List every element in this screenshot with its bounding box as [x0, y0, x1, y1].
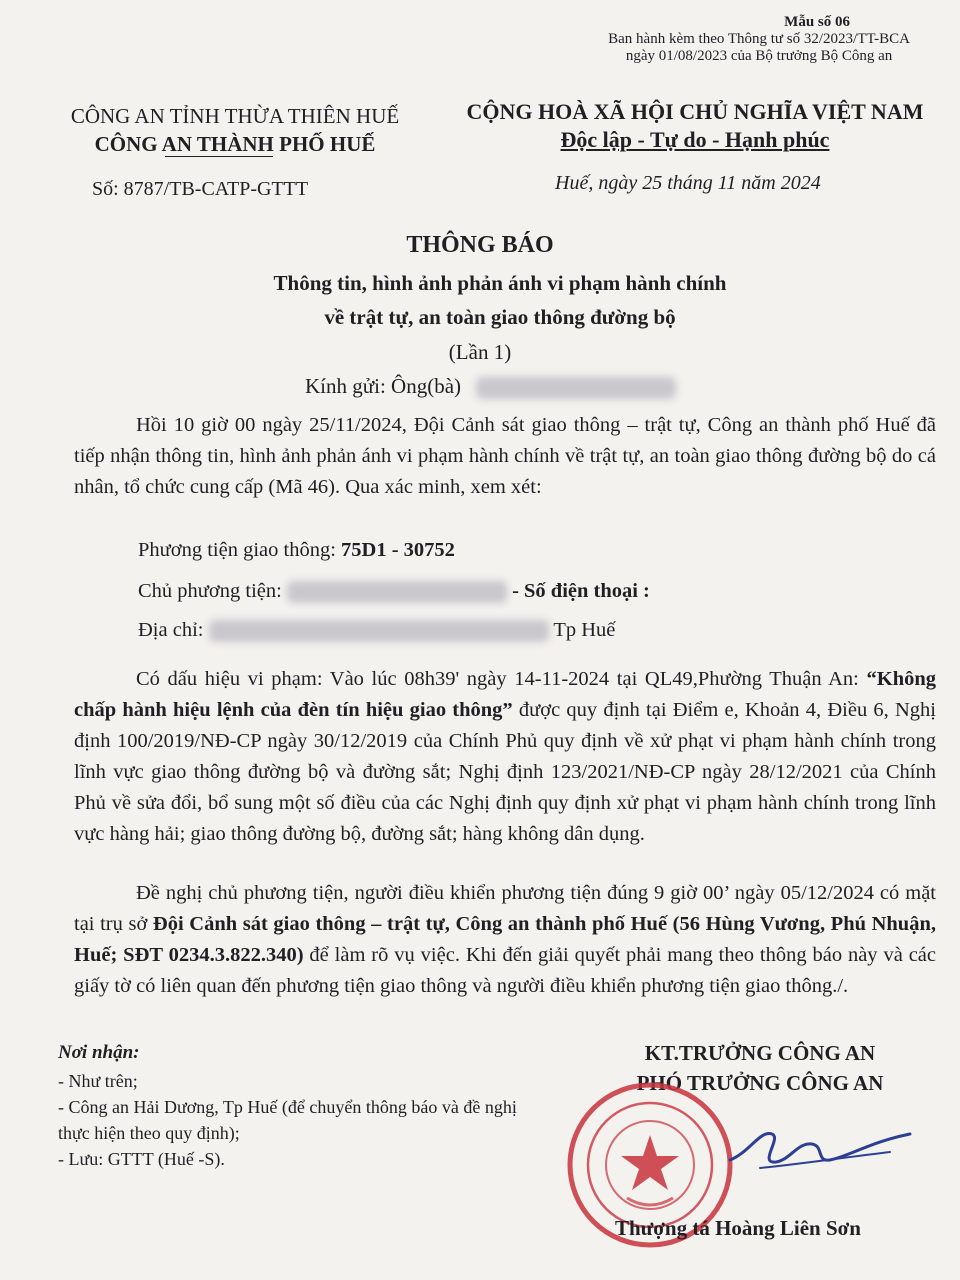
reference-number: Số: 8787/TB-CATP-GTTT	[92, 178, 309, 200]
address-label: Địa chỉ:	[138, 619, 209, 641]
redacted-address	[209, 620, 549, 642]
form-issued-line1: Ban hành kèm theo Thông tư số 32/2023/TT-BCA	[608, 31, 910, 47]
request-paragraph	[74, 878, 936, 1002]
owner-label: Chủ phương tiện:	[138, 580, 287, 602]
agency-underline	[165, 156, 273, 157]
violation-paragraph	[74, 664, 936, 850]
intro-paragraph: Hồi 10 giờ 00 ngày 25/11/2024, Đội Cảnh sát giao thông – trật tự, Công an thành phố Huế đã tiếp nhận thông tin, hình ảnh phản ánh vi phạm hành chính về trật tự, an toàn giao thông đường bộ do cá nhân, tổ chức cung cấp (Mã 46). Qua xác minh, xem xét:	[74, 414, 936, 498]
phone-label: - Số điện thoại :	[512, 580, 650, 602]
recipients-heading: Nơi nhận:	[58, 1042, 140, 1063]
recipients-list	[58, 1068, 528, 1172]
owner-line	[138, 580, 650, 603]
redacted-owner	[287, 581, 507, 603]
dateline: Huế, ngày 25 tháng 11 năm 2024	[555, 172, 821, 194]
form-header	[608, 14, 910, 65]
subtitle-line1: Thông tin, hình ảnh phản ánh vi phạm hành chính	[273, 271, 727, 295]
salutation-label: Kính gửi: Ông(bà)	[305, 374, 462, 398]
form-number: Mẫu số 06	[784, 14, 850, 30]
signatory-title1: KT.TRƯỞNG CÔNG AN	[644, 1041, 876, 1065]
recipient-item: - Công an Hải Dương, Tp Huế (để chuyển thông báo và đề nghị thực hiện theo quy định);	[58, 1097, 517, 1143]
address-tail: Tp Huế	[553, 619, 616, 641]
nation-motto: Độc lập - Tự do - Hạnh phúc	[560, 127, 830, 152]
subtitle-line2: về trật tự, an toàn giao thông đường bộ	[324, 305, 676, 329]
recipient-item: - Như trên;	[58, 1071, 138, 1091]
vehicle-plate: 75D1 - 30752	[341, 539, 455, 561]
agency-unit: CÔNG AN THÀNH PHỐ HUẾ	[94, 132, 376, 156]
signatory-title2: PHÓ TRƯỞNG CÔNG AN	[636, 1071, 884, 1095]
vehicle-label: Phương tiện giao thông:	[138, 539, 342, 561]
salutation-line	[305, 374, 676, 399]
agency-block	[40, 102, 430, 158]
violation-pre: Có dấu hiệu vi phạm: Vào lúc 08h39' ngày 14-11-2024 tại QL49,Phường Thuận An:	[136, 668, 867, 690]
request-pre: Đề nghị chủ phương tiện, người điều khiển phương tiện đúng 9 giờ 00’ ngày 05/12/2024 có mặt tại trụ sở	[74, 882, 936, 935]
redacted-name	[476, 377, 676, 399]
handwritten-signature	[720, 1112, 920, 1182]
request-post: để làm rõ vụ việc. Khi đến giải quyết phải mang theo thông báo này và các giấy tờ có liên quan đến phương tiện giao thông và người điều khiển phương tiện giao thông./.	[74, 944, 936, 997]
vehicle-line	[138, 539, 455, 562]
violation-quote: “Không chấp hành hiệu lệnh của đèn tín hiệu giao thông”	[74, 668, 936, 721]
address-line	[138, 619, 615, 642]
agency-parent: CÔNG AN TỈNH THỪA THIÊN HUẾ	[70, 104, 400, 128]
attempt-number: (Lần 1)	[448, 340, 512, 364]
nation-block	[450, 98, 940, 154]
recipient-item: - Lưu: GTTT (Huế -S).	[58, 1149, 225, 1169]
violation-post: được quy định tại Điểm e, Khoản 4, Điều 6, Nghị định 100/2019/NĐ-CP ngày 30/12/2019 của Chính Phủ quy định về xử phạt vi phạm hành chính trong lĩnh vực giao thông đường bộ và đường sắt; Nghị định 123/2021/NĐ-CP ngày 28/12/2021 của Chính Phủ về sửa đổi, bổ sung một số điều của các Nghị định quy định xử phạt vi phạm hành chính trong lĩnh vực hàng hải; giao thông đường bộ, đường sắt; hàng không dân dụng.	[74, 699, 936, 845]
signatory-name: Thượng tá Hoàng Liên Sơn	[615, 1216, 861, 1240]
notice-title: THÔNG BÁO	[406, 232, 554, 258]
nation-name: CỘNG HOÀ XÃ HỘI CHỦ NGHĨA VIỆT NAM	[466, 99, 924, 124]
request-bold: Đội Cảnh sát giao thông – trật tự, Công an thành phố Huế (56 Hùng Vương, Phú Nhuận, Huế; SĐT 0234.3.822.340)	[74, 913, 936, 966]
notice-subtitle	[150, 266, 850, 334]
form-issued-line2: ngày 01/08/2023 của Bộ trưởng Bộ Công an	[625, 48, 893, 64]
